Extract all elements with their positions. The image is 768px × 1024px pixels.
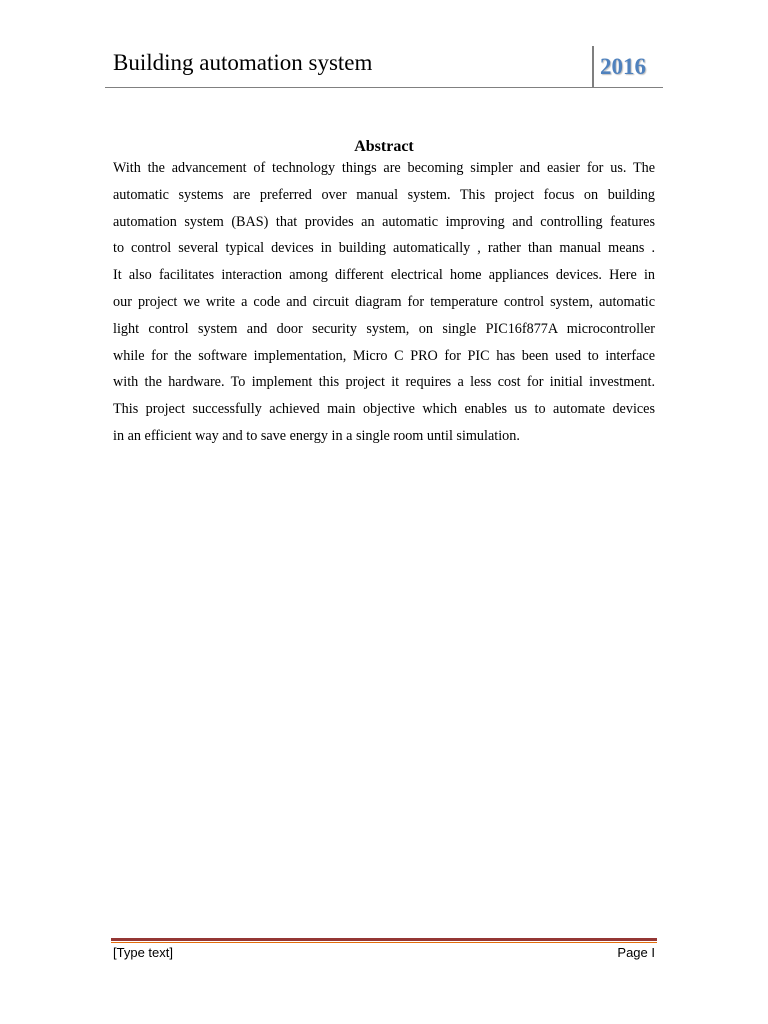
header-year: 2016 (600, 54, 646, 79)
header-divider (592, 46, 594, 88)
abstract-body (113, 155, 655, 450)
abstract-line: our project we write a code and circuit diagram for temperature control system, automatic (113, 293, 655, 310)
abstract-line: automation system (BAS) that provides an automatic improving and controlling features (113, 213, 655, 230)
page-number: Page I (617, 945, 655, 960)
header-title: Building automation system (113, 50, 373, 75)
abstract-line: With the advancement of technology things are becoming simpler and easier for us. The (113, 160, 655, 176)
footer-rule (111, 938, 657, 941)
abstract-line: light control system and door security system, on single PIC16f877A microcontroller (113, 320, 655, 337)
abstract-heading: Abstract (354, 138, 414, 155)
abstract-line: while for the software implementation, Micro C PRO for PIC has been used to interface (113, 347, 655, 364)
abstract-line: This project successfully achieved main objective which enables us to automate devices (113, 401, 655, 418)
abstract-line: with the hardware. To implement this project it requires a less cost for initial investment. (113, 374, 655, 391)
header-rule (105, 87, 663, 88)
footer-placeholder-text: [Type text] (113, 945, 173, 960)
abstract-line: to control several typical devices in building automatically , rather than manual means . (113, 240, 655, 257)
abstract-line: automatic systems are preferred over manual system. This project focus on building (113, 186, 655, 203)
abstract-line: It also facilitates interaction among different electrical home appliances devices. Here in (113, 267, 655, 284)
footer-rule-accent (111, 942, 657, 943)
abstract-line: in an efficient way and to save energy in a single room until simulation. (113, 427, 520, 444)
